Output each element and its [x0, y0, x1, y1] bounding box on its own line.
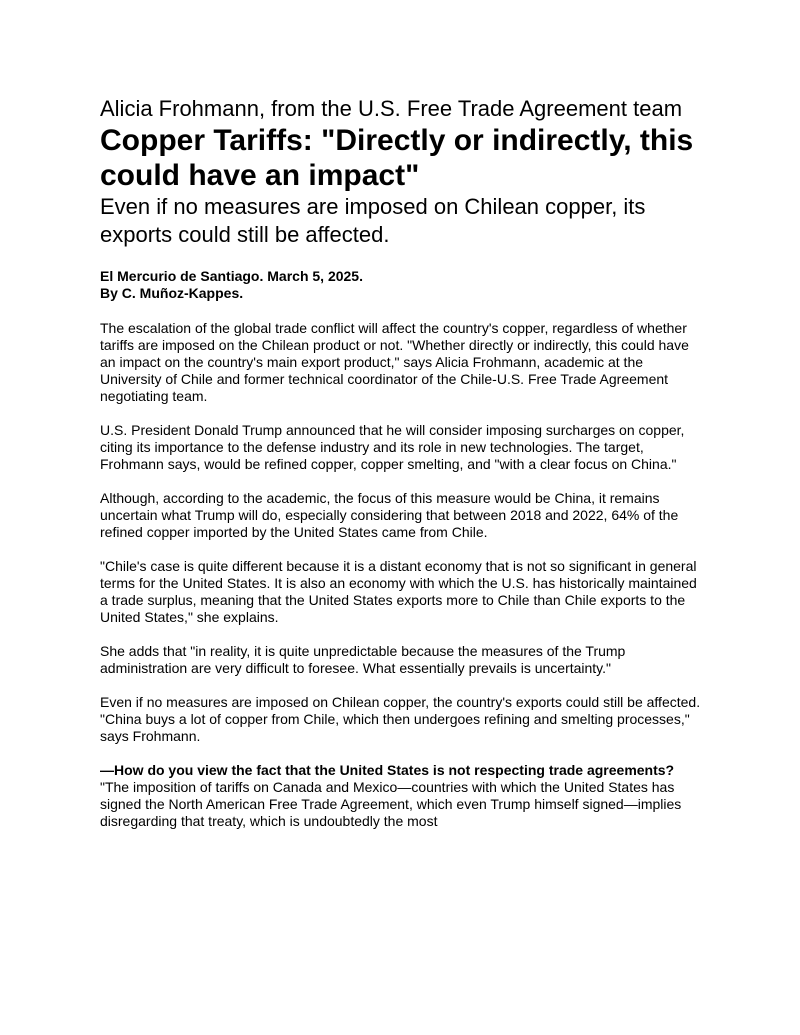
article-kicker: Alicia Frohmann, from the U.S. Free Trade Agreement team	[100, 96, 683, 121]
body-paragraph: Although, according to the academic, the focus of this measure would be China, it remains uncertain what Trump will do, especially considering that between 2018 and 2022, 64% of the refined copper imported by the United States came from Chile.	[100, 490, 679, 540]
interview-question: —How do you view the fact that the United States is not respecting trade agreements?	[100, 762, 675, 778]
article-page	[100, 96, 702, 830]
author-line: By C. Muñoz-Kappes.	[100, 285, 244, 301]
body-paragraph: Even if no measures are imposed on Chilean copper, the country's exports could still be affected. "China buys a lot of copper from Chile, which then undergoes refining and smelting processes," says Frohmann.	[100, 694, 701, 744]
source-line: El Mercurio de Santiago. March 5, 2025.	[100, 268, 363, 284]
interview-answer: "The imposition of tariffs on Canada and Mexico—countries with which the United States has signed the North American Free Trade Agreement, which even Trump himself signed—implies disregarding that treaty, which is undoubtedly the most	[100, 779, 682, 829]
body-paragraph: The escalation of the global trade conflict will affect the country's copper, regardless of whether tariffs are imposed on the Chilean product or not. "Whether directly or indirectly, this could have an impact on the country's main export product," says Alicia Frohmann, academic at the University of Chile and former technical coordinator of the Chile-U.S. Free Trade Agreement negotiating team.	[100, 320, 689, 404]
body-paragraph: U.S. President Donald Trump announced that he will consider imposing surcharges on copper, citing its importance to the defense industry and its role in new technologies. The target, Frohmann says, would be refined copper, copper smelting, and "with a clear focus on China."	[100, 422, 685, 472]
article-headline: Copper Tariffs: "Directly or indirectly, this could have an impact"	[100, 124, 694, 192]
byline	[100, 268, 702, 302]
article-body	[100, 320, 702, 830]
body-paragraph: She adds that "in reality, it is quite unpredictable because the measures of the Trump administration are very difficult to foresee. What essentially prevails is uncertainty."	[100, 643, 626, 676]
body-paragraph: "Chile's case is quite different because it is a distant economy that is not so significant in general terms for the United States. It is also an economy with which the U.S. has historically maintained a trade surplus, meaning that the United States exports more to Chile than Chile exports to the United States," she explains.	[100, 558, 697, 625]
article-subheadline: Even if no measures are imposed on Chilean copper, its exports could still be affected.	[100, 194, 646, 247]
